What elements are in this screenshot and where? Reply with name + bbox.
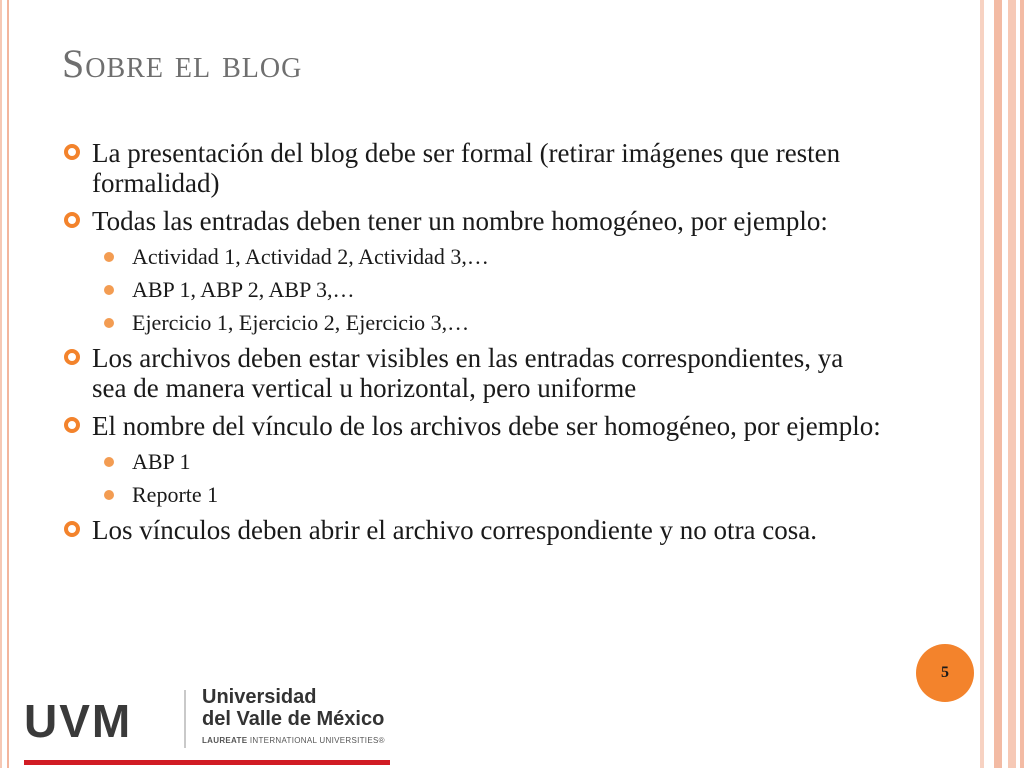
logo-university-line2: del Valle de México <box>202 708 385 730</box>
page-number-badge <box>916 644 974 702</box>
bullet-text: Los archivos deben estar visibles en las entradas correspondientes, ya sea de manera vertical u horizontal, pero uniforme <box>92 343 844 403</box>
bullet-item <box>64 138 884 198</box>
orange-ring-bullet-icon <box>64 349 80 365</box>
sub-bullet-text: Reporte 1 <box>132 482 219 507</box>
sub-bullet-item <box>64 310 884 336</box>
logo-university-line1: Universidad <box>202 686 317 708</box>
slide-title: Sobre el blog <box>62 41 303 86</box>
orange-ring-bullet-icon <box>64 417 80 433</box>
bullet-list <box>64 138 884 553</box>
orange-dot-icon <box>104 457 114 467</box>
logo-laureate-rest: INTERNATIONAL UNIVERSITIES® <box>247 736 385 745</box>
orange-ring-bullet-icon <box>64 521 80 537</box>
sub-bullet-text: ABP 1, ABP 2, ABP 3,… <box>132 277 355 302</box>
slide-border-right <box>976 0 1024 768</box>
sub-bullet-item <box>64 277 884 303</box>
orange-ring-bullet-icon <box>64 212 80 228</box>
bullet-text: Todas las entradas deben tener un nombre homogéneo, por ejemplo: <box>92 206 828 236</box>
logo-divider <box>184 690 186 748</box>
bullet-item <box>64 343 884 403</box>
uvm-logo <box>24 686 394 768</box>
orange-dot-icon <box>104 252 114 262</box>
bullet-text: La presentación del blog debe ser formal (retirar imágenes que resten formalidad) <box>92 138 841 198</box>
page-number: 5 <box>941 664 949 681</box>
sub-bullet-item <box>64 244 884 270</box>
orange-ring-bullet-icon <box>64 144 80 160</box>
logo-mark: UVM <box>24 695 133 747</box>
logo-red-bar <box>24 760 390 765</box>
sub-bullet-text: ABP 1 <box>132 449 191 474</box>
bullet-item <box>64 206 884 236</box>
orange-dot-icon <box>104 285 114 295</box>
orange-dot-icon <box>104 490 114 500</box>
slide-border-left <box>0 0 16 768</box>
bullet-item <box>64 515 884 545</box>
sub-bullet-item <box>64 449 884 475</box>
sub-bullet-text: Ejercicio 1, Ejercicio 2, Ejercicio 3,… <box>132 310 470 335</box>
orange-dot-icon <box>104 318 114 328</box>
bullet-text: El nombre del vínculo de los archivos debe ser homogéneo, por ejemplo: <box>92 411 881 441</box>
sub-bullet-item <box>64 482 884 508</box>
sub-bullet-text: Actividad 1, Actividad 2, Actividad 3,… <box>132 244 489 269</box>
logo-laureate-bold: LAUREATE <box>202 736 248 745</box>
bullet-text: Los vínculos deben abrir el archivo correspondiente y no otra cosa. <box>92 515 818 545</box>
logo-laureate-line <box>202 736 385 745</box>
bullet-item <box>64 411 884 441</box>
